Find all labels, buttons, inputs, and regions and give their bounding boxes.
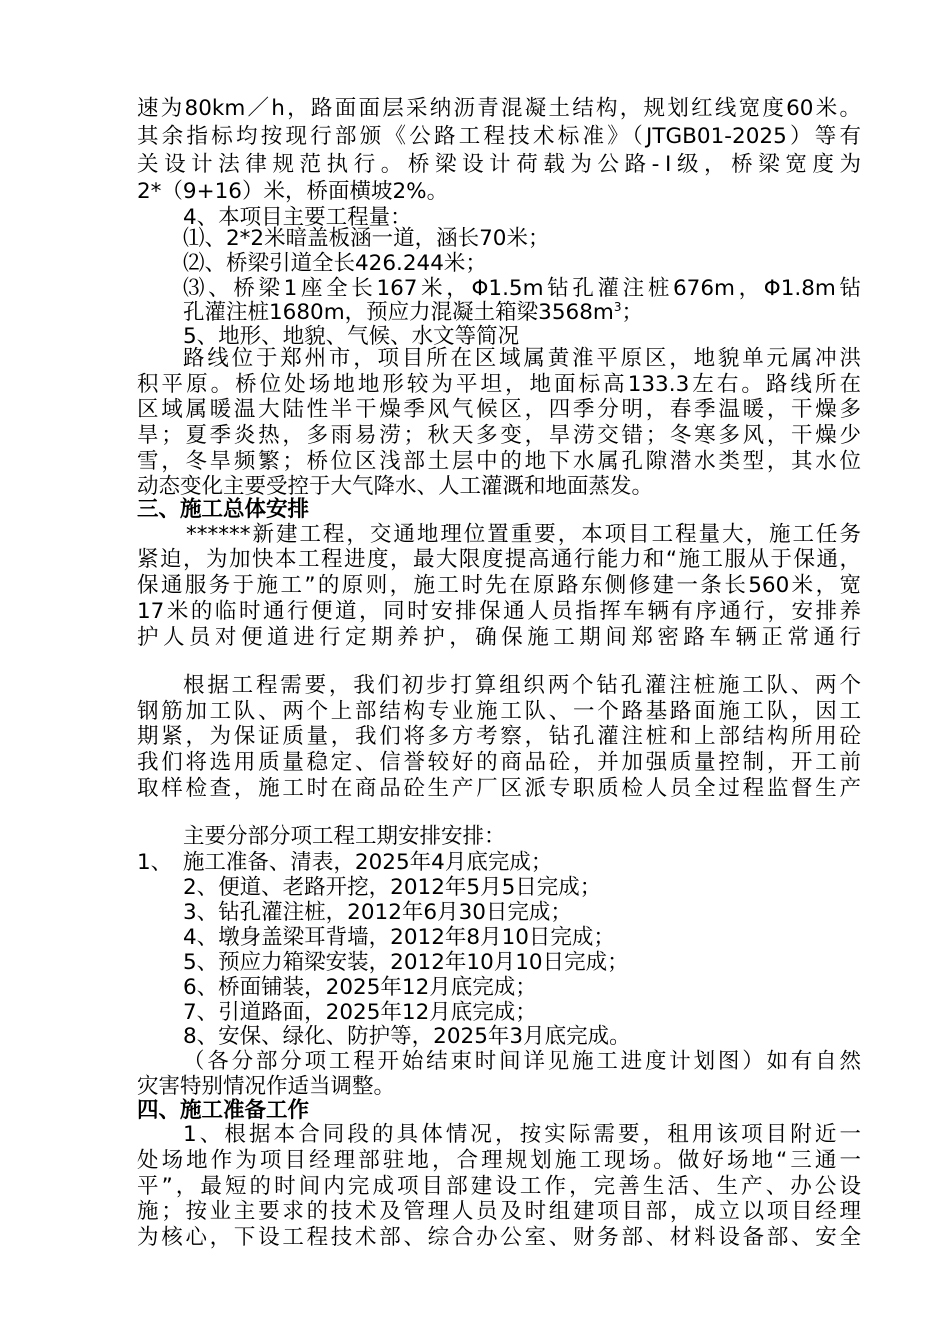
text-line: 17米的临时通行便道，同时安排保通人员指挥车辆有序通行，安排养 bbox=[137, 599, 861, 624]
text-span: 孔灌注桩1680m，预应力混凝土箱梁3568m bbox=[183, 300, 614, 325]
text-line: 我们将选用质量稳定、信誉较好的商品砼，并加强质量控制，开工前 bbox=[137, 750, 861, 775]
text-line: 2*（9+16）米，桥面横坡2%。 bbox=[137, 179, 449, 204]
text-line: 为核心，下设工程技术部、综合办公室、财务部、材料设备部、安全 bbox=[137, 1225, 861, 1250]
text-line: 保通服务于施工”的原则，施工时先在原路东侧修建一条长560米，宽 bbox=[137, 573, 861, 598]
text-line: 积平原。桥位处场地地形较为平坦，地面标高133.3左右。路线所在 bbox=[137, 372, 861, 397]
schedule-item: 4、墩身盖梁耳背墙，2012年8月10日完成； bbox=[183, 925, 615, 950]
schedule-item: 2、便道、老路开挖，2012年5月5日完成； bbox=[183, 875, 602, 900]
schedule-item: 1、 施工准备、清表，2025年4月底完成； bbox=[137, 850, 553, 875]
schedule-item: 5、预应力箱梁安装，2012年10月10日完成； bbox=[183, 950, 629, 975]
schedule-item: 3、钻孔灌注桩，2012年6月30日完成； bbox=[183, 900, 572, 925]
text-line: 雪，冬旱频繁；桥位区浅部土层中的地下水属孔隙潜水类型，其水位 bbox=[137, 449, 861, 474]
section-heading: 5、地形、地貌、气候、水文等简况 bbox=[183, 324, 520, 349]
chapter-heading: 三、施工总体安排 bbox=[137, 497, 310, 522]
text-line: 其余指标均按现行部颁《公路工程技术标准》（JTGB01-2025）等有 bbox=[137, 124, 861, 149]
text-line: 处场地作为项目经理部驻地，合理规划施工现场。做好场地“三通一 bbox=[137, 1148, 861, 1173]
text-line: 施；按业主要求的技术及管理人员及时组建项目部，成立以项目经理 bbox=[137, 1199, 861, 1224]
text-line: 根据工程需要，我们初步打算组织两个钻孔灌注桩施工队、两个 bbox=[183, 673, 861, 698]
text-line: 钢筋加工队、两个上部结构专业施工队、一个路基路面施工队，因工 bbox=[137, 699, 861, 724]
text-line: 动态变化主要受控于大气降水、人工灌溉和地面蒸发。 bbox=[137, 474, 654, 499]
text-line: 灾害特别情况作适当调整。 bbox=[137, 1074, 396, 1099]
text-line: 期紧，为保证质量，我们将多方考察，钻孔灌注桩和上部结构所用砼 bbox=[137, 724, 861, 749]
list-item-continuation bbox=[183, 300, 861, 326]
text-line: 1、根据本合同段的具体情况，按实际需要，租用该项目附近一 bbox=[183, 1122, 861, 1147]
text-line: 速为80km／h，路面面层采纳沥青混凝土结构，规划红线宽度60米。 bbox=[137, 96, 861, 121]
text-span: ； bbox=[621, 300, 643, 325]
text-line: 护人员对便道进行定期养护，确保施工期间郑密路车辆正常通行 bbox=[137, 625, 861, 650]
list-item: ⑶、桥梁1座全长167米，Φ1.5m钻孔灌注桩676m，Φ1.8m钻 bbox=[183, 276, 861, 301]
text-line: 旱；夏季炎热，多雨易涝；秋天多变，旱涝交错；冬寒多风，干燥少 bbox=[137, 423, 861, 448]
superscript: 3 bbox=[613, 299, 622, 314]
schedule-item: 6、桥面铺装，2025年12月底完成； bbox=[183, 975, 537, 1000]
text-line: ******新建工程，交通地理位置重要，本项目工程量大，施工任务 bbox=[186, 522, 861, 547]
text-line: 平”，最短的时间内完成项目部建设工作，完善生活、生产、办公设 bbox=[137, 1174, 861, 1199]
schedule-item: 8、安保、绿化、防护等，2025年3月底完成。 bbox=[183, 1024, 631, 1049]
text-line: 紧迫，为加快本工程进度，最大限度提高通行能力和“施工服从于保通， bbox=[137, 547, 861, 572]
text-line: 区域属暖温大陆性半干燥季风气候区，四季分明，春季温暖，干燥多 bbox=[137, 397, 861, 422]
text-line: 取样检查，施工时在商品砼生产厂区派专职质检人员全过程监督生产 bbox=[137, 776, 861, 801]
text-line: （各分部分项工程开始结束时间详见施工进度计划图）如有自然 bbox=[183, 1049, 861, 1074]
schedule-item: 7、引道路面，2025年12月底完成； bbox=[183, 1000, 537, 1025]
section-heading: 4、本项目主要工程量： bbox=[183, 205, 412, 230]
list-item: ⑵、桥梁引道全长426.244米； bbox=[183, 251, 487, 276]
text-line: 主要分部分项工程工期安排安排： bbox=[183, 824, 506, 849]
text-line: 路线位于郑州市，项目所在区域属黄淮平原区，地貌单元属冲洪 bbox=[183, 346, 861, 371]
chapter-heading: 四、施工准备工作 bbox=[137, 1098, 310, 1123]
list-item: ⑴、2*2米暗盖板涵一道，涵长70米； bbox=[183, 226, 550, 251]
text-line: 关设计法律规范执行。桥梁设计荷载为公路-Ⅰ级，桥梁宽度为 bbox=[137, 152, 861, 177]
